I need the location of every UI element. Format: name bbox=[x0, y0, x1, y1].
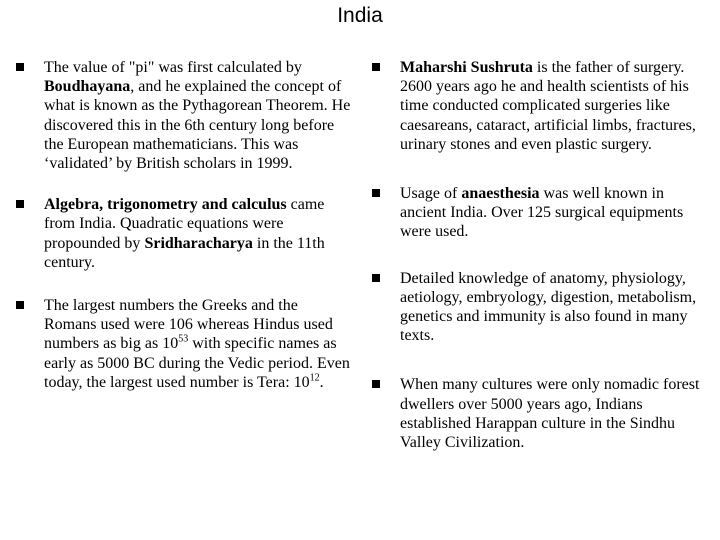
exponent: 53 bbox=[178, 334, 189, 346]
exponent: 12 bbox=[309, 372, 320, 384]
bullet-text: Maharshi Sushruta is the father of surgery. 2600 years ago he and health scientists of his time conducted complicated surgeries like caesareans, cataract, artificial limbs, fractures, urinary stones and even plastic surgery. bbox=[400, 59, 696, 153]
bullet-text: Usage of anaesthesia was well known in ancient India. Over 125 surgical equipments were used. bbox=[400, 185, 684, 241]
emphasis-name: Boudhayana bbox=[44, 78, 131, 96]
bullet-item-anaesthesia bbox=[370, 184, 710, 242]
square-bullet-icon bbox=[372, 63, 380, 71]
bullet-text: Algebra, trigonometry and calculus came from India. Quadratic equations were propounded by Sridharacharya in the 11th century. bbox=[44, 196, 325, 271]
square-bullet-icon bbox=[372, 274, 380, 282]
square-bullet-icon bbox=[16, 63, 24, 71]
emphasis-name: Sridharacharya bbox=[144, 234, 253, 252]
square-bullet-icon bbox=[16, 200, 24, 208]
bullet-text: The value of "pi" was first calculated by Boudhayana, and he explained the concept of what is known as the Pythagorean Theorem. He discovered this in the 6th century long before the European mathematicians. This was ‘validated’ by British scholars in 1999. bbox=[44, 59, 351, 173]
bullet-item-harappan bbox=[370, 375, 710, 452]
bullet-item-pi bbox=[14, 58, 354, 173]
square-bullet-icon bbox=[372, 189, 380, 197]
emphasis-term: anaesthesia bbox=[461, 185, 540, 203]
slide-title: India bbox=[337, 4, 383, 27]
square-bullet-icon bbox=[16, 301, 24, 309]
bullet-item-numbers bbox=[14, 296, 354, 392]
bullet-text: When many cultures were only nomadic forest dwellers over 5000 years ago, Indians established Harappan culture in the Sindhu Valley Civilization. bbox=[400, 376, 700, 452]
left-column bbox=[14, 58, 354, 392]
right-column bbox=[370, 58, 710, 452]
bullet-text: Detailed knowledge of anatomy, physiology, aetiology, embryology, digestion, metabolism, genetics and immunity is also found in many texts. bbox=[400, 269, 697, 345]
bullet-item-anatomy bbox=[370, 269, 710, 346]
bullet-text: The largest numbers the Greeks and the Romans used were 106 whereas Hindus used numbers as big as $10^{53}$ with specific names as early as 5000 BC during the Vedic period. Even today, the largest used number is Tera: $10^{12}$. bbox=[44, 297, 350, 391]
bullet-item-algebra bbox=[14, 195, 354, 272]
emphasis-subjects: Algebra, trigonometry and calculus bbox=[44, 196, 287, 214]
square-bullet-icon bbox=[372, 380, 380, 388]
emphasis-name: Maharshi Sushruta bbox=[400, 59, 533, 76]
bullet-item-sushruta bbox=[370, 58, 710, 154]
